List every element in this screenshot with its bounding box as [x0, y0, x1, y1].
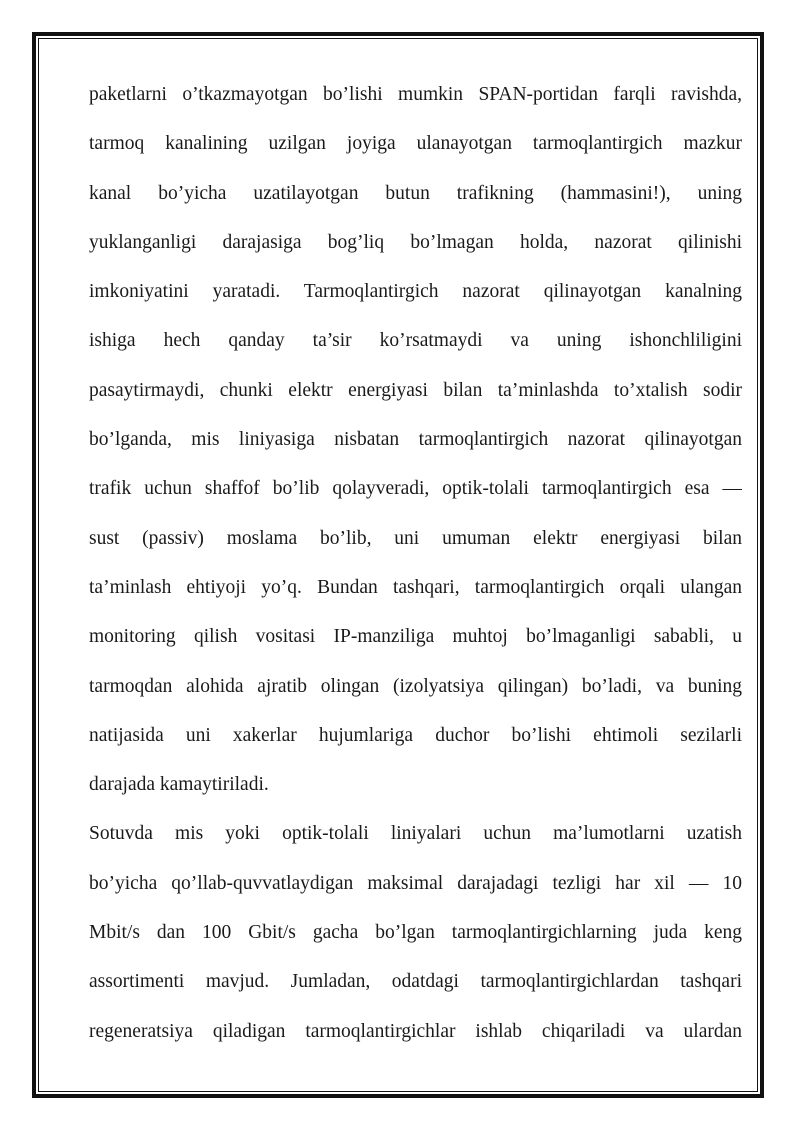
- text-line: ishiga hech qanday ta’sir ko’rsatmaydi va uning ishonchliligini: [89, 330, 742, 352]
- text-line: monitoring qilish vositasi IP-manziliga muhtoj bo’lmaganligi sababli, u: [89, 626, 742, 648]
- text-line: paketlarni o’tkazmayotgan bo’lishi mumkin SPAN-portidan farqli ravishda,: [89, 84, 742, 105]
- text-line: assortimenti mavjud. Jumladan, odatdagi tarmoqlantirgichlardan tashqari: [89, 971, 742, 993]
- text-line: bo’lganda, mis liniyasiga nisbatan tarmoqlantirgich nazorat qilinayotgan: [89, 429, 742, 451]
- text-line: tarmoqdan alohida ajratib olingan (izolyatsiya qilingan) bo’ladi, va buning: [89, 675, 742, 697]
- text-line: Sotuvda mis yoki optik-tolali liniyalari uchun ma’lumotlarni uzatish: [89, 823, 742, 845]
- text-line: sust (passiv) moslama bo’lib, uni umuman elektr energiyasi bilan: [89, 527, 742, 549]
- text-line: ta’minlash ehtiyoji yo’q. Bundan tashqari, tarmoqlantirgich orqali ulangan: [89, 576, 742, 598]
- text-line: darajada kamaytiriladi.: [89, 774, 269, 796]
- text-line: trafik uchun shaffof bo’lib qolayveradi, optik-tolali tarmoqlantirgich esa —: [89, 478, 742, 500]
- text-line: regeneratsiya qiladigan tarmoqlantirgichlar ishlab chiqariladi va ulardan: [89, 1020, 742, 1042]
- paragraph-2: [89, 809, 742, 1055]
- paragraph-1: [89, 70, 742, 809]
- text-line: natijasida uni xakerlar hujumlariga duchor bo’lishi ehtimoli sezilarli: [89, 724, 742, 746]
- text-line: kanal bo’yicha uzatilayotgan butun trafikning (hammasini!), uning: [89, 182, 742, 204]
- document-body: [89, 70, 742, 1056]
- text-line: bo’yicha qo’llab-quvvatlaydigan maksimal darajadagi tezligi har xil — 10: [89, 872, 742, 894]
- text-line: imkoniyatini yaratadi. Tarmoqlantirgich nazorat qilinayotgan kanalning: [89, 281, 742, 303]
- text-line: Mbit/s dan 100 Gbit/s gacha bo’lgan tarmoqlantirgichlarning juda keng: [89, 922, 742, 944]
- text-line: pasaytirmaydi, chunki elektr energiyasi bilan ta’minlashda to’xtalish sodir: [89, 379, 742, 401]
- text-line: tarmoq kanalining uzilgan joyiga ulanayotgan tarmoqlantirgich mazkur: [89, 133, 742, 155]
- text-line: yuklanganligi darajasiga bog’liq bo’lmagan holda, nazorat qilinishi: [89, 231, 742, 253]
